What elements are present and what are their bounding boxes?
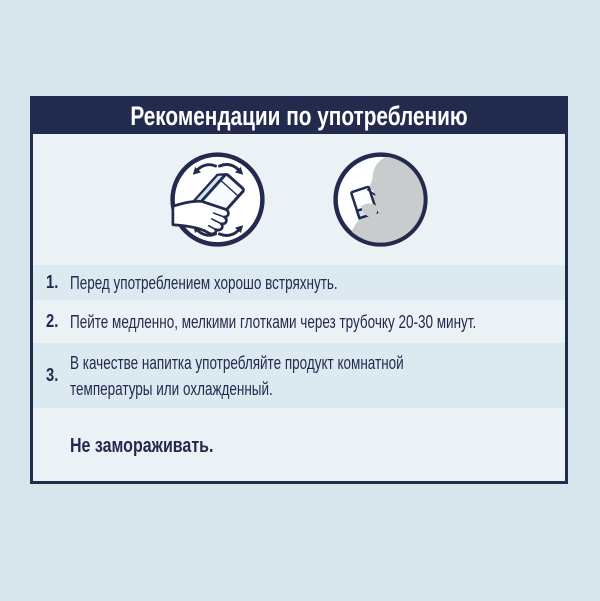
item-text: Перед употреблением хорошо встряхнуть. [70,272,338,293]
item-text: Пейте медленно, мелкими глотками через трубочку 20-30 минут. [70,311,477,332]
item-text: В качестве напитка употребляйте продукт комнатной температуры или охлажденный. [70,352,404,399]
shake-icon [169,151,266,248]
drink-icon [332,151,429,248]
list-item [33,265,565,300]
item-number: 1. [46,272,59,292]
item-number: 3. [46,365,59,385]
item-number: 2. [46,311,59,331]
recommendations-card [30,96,568,484]
card-footer [33,408,565,481]
card-header [33,99,565,134]
instruction-icons-row [33,134,565,265]
do-not-freeze-note: Не замораживать. [70,435,214,457]
list-item [33,343,565,408]
page-title: Рекомендации по употреблению [130,101,468,131]
recommendations-list [33,265,565,408]
list-item [33,300,565,343]
